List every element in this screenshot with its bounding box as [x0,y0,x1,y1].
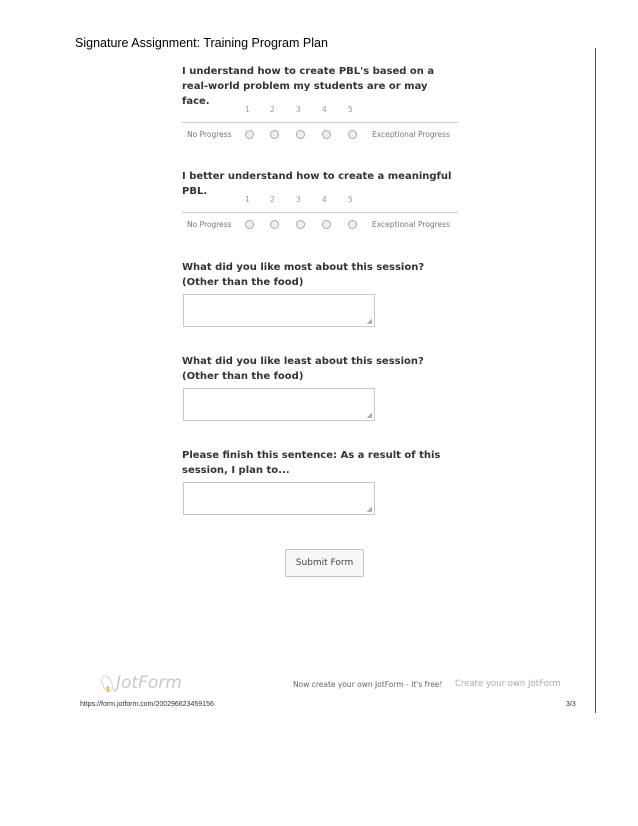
rating-radio-5[interactable] [348,130,357,139]
scale-number: 4 [322,105,327,114]
scale-high-label: Exceptional Progress [372,220,450,229]
question-2-label: I better understand how to create a meaningful PBL. [182,171,452,197]
scale-number: 2 [270,195,275,204]
document-title: Signature Assignment: Training Program Plan [75,36,328,50]
scale-numbers [182,194,458,208]
rating-scale-1 [182,104,458,145]
scale-number: 1 [245,105,250,114]
scale-number: 5 [348,195,353,204]
create-jotform-link[interactable]: Create your own JotForm [455,679,561,689]
question-1-label: I understand how to create PBL's based on a real-world problem my students are or may face. [182,66,435,107]
question-4-label: What did you like least about this session? (Other than the food) [182,356,424,382]
scale-number: 5 [348,105,353,114]
question-5-label: Please finish this sentence: As a result of this session, I plan to... [182,450,441,476]
resize-handle-icon[interactable]: ◢ [366,506,372,513]
rating-radio-3[interactable] [296,220,305,229]
rating-radio-4[interactable] [322,220,331,229]
question-3-label: What did you like most about this session? (Other than the food) [182,262,425,288]
scale-number: 3 [296,105,301,114]
rating-radio-3[interactable] [296,130,305,139]
scale-row [182,213,458,235]
scale-number: 1 [245,195,250,204]
resize-handle-icon[interactable]: ◢ [366,412,372,419]
scale-low-label: No Progress [187,220,232,229]
resize-handle-icon[interactable]: ◢ [366,318,372,325]
jotform-logo [102,673,182,693]
least-liked-textarea[interactable] [183,388,375,421]
scale-number: 3 [296,195,301,204]
promo-text: Now create your own JotForm - It's free! [293,680,443,689]
plan-textarea[interactable] [183,482,375,515]
scale-number: 4 [322,195,327,204]
scale-numbers [182,104,458,118]
scale-row [182,123,458,145]
rating-scale-2 [182,194,458,235]
rating-radio-5[interactable] [348,220,357,229]
most-liked-textarea[interactable] [183,294,375,327]
scale-high-label: Exceptional Progress [372,130,450,139]
scale-number: 2 [270,105,275,114]
rating-radio-1[interactable] [245,220,254,229]
page-border [595,48,596,713]
rating-radio-4[interactable] [322,130,331,139]
pencil-icon [99,673,115,693]
rating-radio-2[interactable] [270,130,279,139]
rating-radio-1[interactable] [245,130,254,139]
rating-radio-2[interactable] [270,220,279,229]
logo-text: JotForm [116,673,182,693]
scale-low-label: No Progress [187,130,232,139]
submit-button[interactable]: Submit Form [285,549,364,577]
page-number: 3/3 [566,701,576,708]
page-url: https://form.jotform.com/200296623459156 [80,701,214,708]
